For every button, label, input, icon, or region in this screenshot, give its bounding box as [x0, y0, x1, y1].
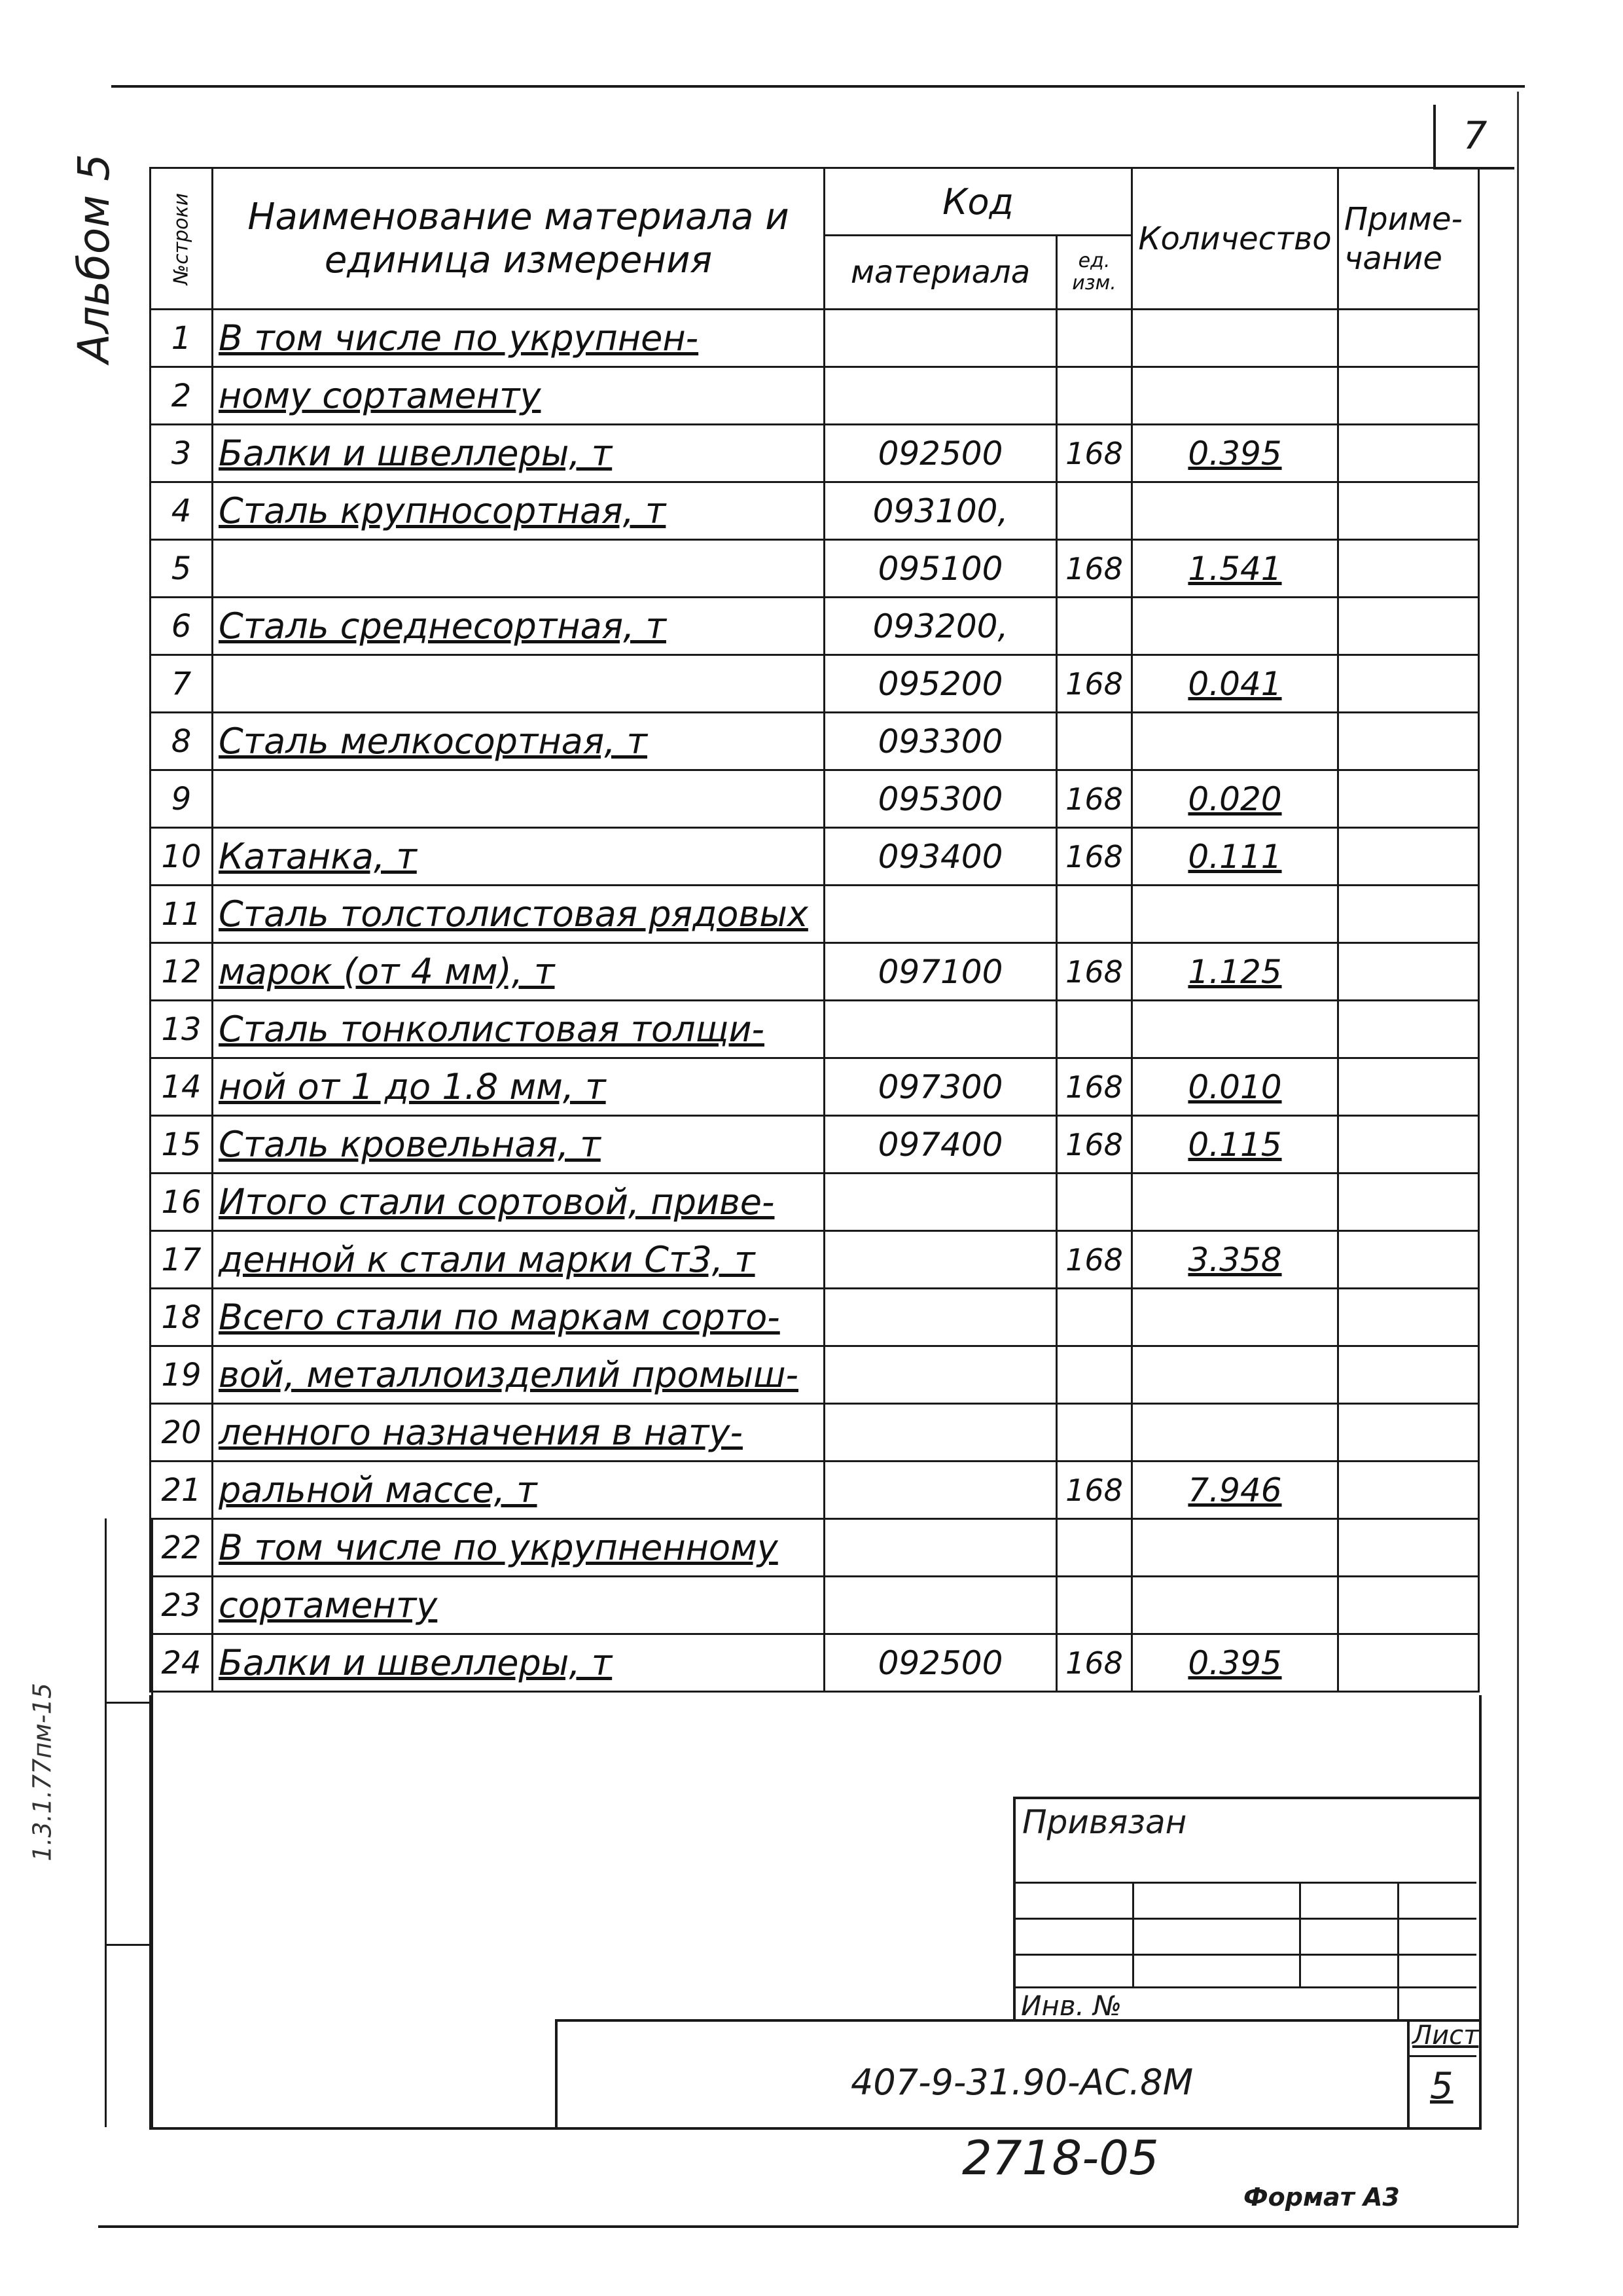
row-number: 9	[151, 770, 213, 828]
row-note	[1338, 1577, 1479, 1634]
archive-strip-divider	[105, 1702, 149, 1704]
row-note	[1338, 1462, 1479, 1519]
row-note	[1338, 713, 1479, 770]
row-unit-code: 168	[1057, 1231, 1132, 1289]
table-row	[151, 770, 1479, 828]
sheet-box-divider	[1407, 2055, 1476, 2057]
row-quantity: 0.010	[1132, 1058, 1338, 1116]
row-unit-code	[1057, 1346, 1132, 1404]
row-name: Катанка, т	[213, 828, 825, 886]
row-unit-code: 168	[1057, 770, 1132, 828]
row-note	[1338, 1174, 1479, 1231]
bound-row-line	[1013, 1954, 1476, 1956]
row-unit-code	[1057, 1577, 1132, 1634]
row-name: Балки и швеллеры, т	[213, 1634, 825, 1692]
row-number: 21	[151, 1462, 213, 1519]
row-unit-code: 168	[1057, 1116, 1132, 1174]
row-name: вой, металлоизделий промыш-	[213, 1346, 825, 1404]
row-name: Сталь среднесортная, т	[213, 598, 825, 655]
row-number: 19	[151, 1346, 213, 1404]
format-label: Формат А3	[1243, 2183, 1400, 2212]
header-name: Наименование материала и единица измерения	[213, 168, 825, 310]
sheet-top-number: 7	[1433, 105, 1514, 170]
row-note	[1338, 655, 1479, 713]
table-row	[151, 482, 1479, 540]
row-material-code: 093200,	[825, 598, 1057, 655]
row-number: 24	[151, 1634, 213, 1692]
row-note	[1338, 828, 1479, 886]
row-number: 2	[151, 367, 213, 425]
row-note	[1338, 1634, 1479, 1692]
row-note	[1338, 1058, 1479, 1116]
row-note	[1338, 943, 1479, 1001]
table-row	[151, 1289, 1479, 1346]
row-note	[1338, 1289, 1479, 1346]
row-material-code	[825, 367, 1057, 425]
table-row	[151, 1577, 1479, 1634]
archive-number: 2718-05	[962, 2130, 1159, 2185]
row-quantity: 0.115	[1132, 1116, 1338, 1174]
row-material-code: 093300	[825, 713, 1057, 770]
table-row	[151, 310, 1479, 367]
row-quantity: 1.541	[1132, 540, 1338, 598]
row-material-code	[825, 1577, 1057, 1634]
row-note	[1338, 482, 1479, 540]
row-unit-code: 168	[1057, 1058, 1132, 1116]
header-note: Приме- чание	[1338, 168, 1479, 310]
row-unit-code: 168	[1057, 943, 1132, 1001]
row-unit-code: 168	[1057, 655, 1132, 713]
row-note	[1338, 1346, 1479, 1404]
row-quantity: 0.111	[1132, 828, 1338, 886]
bound-col-line	[1132, 1882, 1134, 1986]
row-quantity	[1132, 482, 1338, 540]
frame-bottom-line	[98, 2225, 1518, 2228]
row-number: 17	[151, 1231, 213, 1289]
row-material-code	[825, 1404, 1057, 1462]
document-code: 407-9-31.90-АС.8М	[851, 2062, 1194, 2103]
row-material-code: 093100,	[825, 482, 1057, 540]
row-note	[1338, 1116, 1479, 1174]
row-number: 1	[151, 310, 213, 367]
row-number: 6	[151, 598, 213, 655]
row-material-code: 097400	[825, 1116, 1057, 1174]
table-row	[151, 1462, 1479, 1519]
row-name: сортаменту	[213, 1577, 825, 1634]
row-quantity: 0.020	[1132, 770, 1338, 828]
table-row	[151, 1404, 1479, 1462]
row-quantity: 3.358	[1132, 1231, 1338, 1289]
row-quantity	[1132, 310, 1338, 367]
row-material-code: 092500	[825, 425, 1057, 482]
archive-strip-divider	[105, 1944, 149, 1946]
row-unit-code: 168	[1057, 1462, 1132, 1519]
row-note	[1338, 886, 1479, 943]
table-row	[151, 367, 1479, 425]
row-material-code	[825, 1346, 1057, 1404]
row-note	[1338, 1231, 1479, 1289]
row-number: 4	[151, 482, 213, 540]
row-material-code	[825, 1231, 1057, 1289]
bound-row-line	[1013, 1882, 1476, 1884]
row-name: Всего стали по маркам сорто-	[213, 1289, 825, 1346]
frame-top-line	[111, 85, 1525, 88]
row-quantity: 0.395	[1132, 1634, 1338, 1692]
row-material-code: 097100	[825, 943, 1057, 1001]
row-number: 20	[151, 1404, 213, 1462]
row-note	[1338, 425, 1479, 482]
row-unit-code	[1057, 1519, 1132, 1577]
row-material-code: 095100	[825, 540, 1057, 598]
row-unit-code	[1057, 886, 1132, 943]
row-unit-code	[1057, 598, 1132, 655]
row-number: 13	[151, 1001, 213, 1058]
table-row	[151, 1634, 1479, 1692]
row-quantity: 7.946	[1132, 1462, 1338, 1519]
row-material-code	[825, 1462, 1057, 1519]
bound-col-line	[1397, 1882, 1399, 2019]
row-unit-code: 168	[1057, 425, 1132, 482]
row-quantity	[1132, 1289, 1338, 1346]
row-quantity	[1132, 1519, 1338, 1577]
row-name: Сталь мелкосортная, т	[213, 713, 825, 770]
row-unit-code	[1057, 1404, 1132, 1462]
archive-strip	[105, 1518, 153, 2127]
row-unit-code: 168	[1057, 540, 1132, 598]
row-name: Итого стали сортовой, приве-	[213, 1174, 825, 1231]
row-number: 5	[151, 540, 213, 598]
table-row	[151, 886, 1479, 943]
bound-row-line	[1013, 1986, 1476, 1988]
table-row	[151, 713, 1479, 770]
row-number: 7	[151, 655, 213, 713]
row-number: 3	[151, 425, 213, 482]
row-name: В том числе по укрупнен-	[213, 310, 825, 367]
row-quantity	[1132, 1577, 1338, 1634]
row-material-code: 095300	[825, 770, 1057, 828]
row-unit-code	[1057, 310, 1132, 367]
row-number: 8	[151, 713, 213, 770]
row-name: Сталь толстолистовая рядовых	[213, 886, 825, 943]
row-name	[213, 770, 825, 828]
row-quantity	[1132, 1001, 1338, 1058]
row-quantity: 1.125	[1132, 943, 1338, 1001]
row-quantity	[1132, 598, 1338, 655]
row-name: денной к стали марки Ст3, т	[213, 1231, 825, 1289]
row-name: ральной массе, т	[213, 1462, 825, 1519]
sheet-number: 5	[1430, 2065, 1454, 2108]
row-name: ному сортаменту	[213, 367, 825, 425]
row-unit-code	[1057, 367, 1132, 425]
row-quantity: 0.041	[1132, 655, 1338, 713]
row-unit-code	[1057, 713, 1132, 770]
header-material-code: материала	[825, 236, 1057, 310]
table-row	[151, 1058, 1479, 1116]
bound-row-line	[1013, 1918, 1476, 1920]
row-note	[1338, 1404, 1479, 1462]
row-name: Сталь кровельная, т	[213, 1116, 825, 1174]
frame-right-line	[1517, 92, 1519, 2225]
archive-label: 1.3.1.77пм-15	[27, 1683, 57, 1861]
row-number: 22	[151, 1519, 213, 1577]
table-row	[151, 1519, 1479, 1577]
materials-table	[149, 167, 1480, 1693]
row-name: ленного назначения в нату-	[213, 1404, 825, 1462]
row-material-code: 092500	[825, 1634, 1057, 1692]
row-material-code	[825, 1519, 1057, 1577]
row-name: В том числе по укрупненному	[213, 1519, 825, 1577]
table-row	[151, 1116, 1479, 1174]
row-note	[1338, 1001, 1479, 1058]
table-row	[151, 598, 1479, 655]
row-number: 14	[151, 1058, 213, 1116]
row-number: 23	[151, 1577, 213, 1634]
row-unit-code	[1057, 1289, 1132, 1346]
row-quantity	[1132, 1404, 1338, 1462]
row-unit-code: 168	[1057, 828, 1132, 886]
row-quantity	[1132, 1174, 1338, 1231]
row-unit-code: 168	[1057, 1634, 1132, 1692]
row-quantity	[1132, 886, 1338, 943]
row-note	[1338, 1519, 1479, 1577]
row-note	[1338, 367, 1479, 425]
row-note	[1338, 598, 1479, 655]
row-number: 10	[151, 828, 213, 886]
row-number: 12	[151, 943, 213, 1001]
row-note	[1338, 310, 1479, 367]
row-note	[1338, 770, 1479, 828]
table-row	[151, 828, 1479, 886]
table-row	[151, 655, 1479, 713]
row-number: 18	[151, 1289, 213, 1346]
table-row	[151, 540, 1479, 598]
row-name	[213, 655, 825, 713]
table-row	[151, 1346, 1479, 1404]
row-material-code	[825, 886, 1057, 943]
table-row	[151, 1231, 1479, 1289]
header-unit-code: ед. изм.	[1057, 236, 1132, 310]
row-unit-code	[1057, 1001, 1132, 1058]
row-material-code: 093400	[825, 828, 1057, 886]
bound-label: Привязан	[1022, 1803, 1187, 1841]
row-quantity: 0.395	[1132, 425, 1338, 482]
header-quantity: Количество	[1132, 168, 1338, 310]
table-row	[151, 943, 1479, 1001]
row-unit-code	[1057, 482, 1132, 540]
row-material-code	[825, 310, 1057, 367]
table-row	[151, 425, 1479, 482]
row-material-code	[825, 1174, 1057, 1231]
row-number: 16	[151, 1174, 213, 1231]
row-name: Балки и швеллеры, т	[213, 425, 825, 482]
table-row	[151, 1001, 1479, 1058]
row-name: ной от 1 до 1.8 мм, т	[213, 1058, 825, 1116]
header-row-number: №строки	[151, 168, 213, 310]
row-quantity	[1132, 367, 1338, 425]
row-unit-code	[1057, 1174, 1132, 1231]
row-name	[213, 540, 825, 598]
row-name: марок (от 4 мм), т	[213, 943, 825, 1001]
row-material-code	[825, 1289, 1057, 1346]
album-label: Альбом 5	[69, 153, 119, 363]
row-quantity	[1132, 1346, 1338, 1404]
row-number: 15	[151, 1116, 213, 1174]
row-quantity	[1132, 713, 1338, 770]
row-name: Сталь тонколистовая толщи-	[213, 1001, 825, 1058]
header-code-group: Код	[825, 168, 1132, 236]
row-material-code: 095200	[825, 655, 1057, 713]
row-material-code: 097300	[825, 1058, 1057, 1116]
inventory-number-label: Инв. №	[1021, 1990, 1122, 2022]
sheet-label: Лист	[1412, 2020, 1479, 2051]
row-note	[1338, 540, 1479, 598]
bound-col-line	[1299, 1882, 1301, 1986]
table-row	[151, 1174, 1479, 1231]
row-material-code	[825, 1001, 1057, 1058]
row-number: 11	[151, 886, 213, 943]
row-name: Сталь крупносортная, т	[213, 482, 825, 540]
